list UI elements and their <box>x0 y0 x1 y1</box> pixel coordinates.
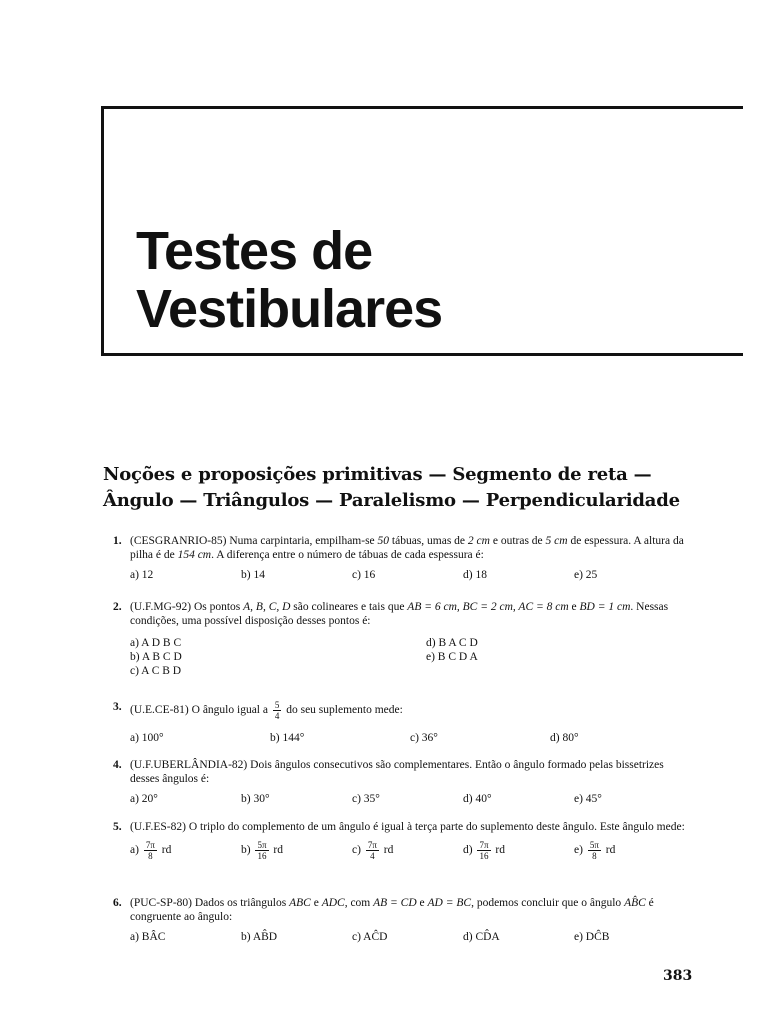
option-c: c) AĈD <box>352 931 388 943</box>
option-c: c) A C B D <box>130 665 182 677</box>
option-b: b) AB̂D <box>241 931 278 943</box>
option-letter: c) <box>352 844 361 857</box>
chapter-title-line1: Testes de <box>136 221 373 281</box>
question-2-stem <box>113 600 693 628</box>
question-source: (PUC-SP-80) <box>130 897 192 909</box>
options-left-column <box>130 636 182 678</box>
question-text: , podemos concluir que o ângulo <box>471 897 625 909</box>
option-c: c) 36° <box>410 732 438 744</box>
question-source: (U.F.ES-82) <box>130 821 186 833</box>
question-text: de espessura. A altura da pilha é de <box>130 535 684 561</box>
option-c: c) 16 <box>352 569 376 581</box>
question-value: AD = BC <box>427 897 472 909</box>
question-source: (U.E.CE-81) <box>130 704 189 717</box>
question-4-stem <box>113 758 693 786</box>
option-e: e) 25 <box>574 569 598 581</box>
option-b: b) 144° <box>270 732 305 744</box>
option-b: b) A B C D <box>130 651 182 663</box>
question-3-stem <box>113 700 693 721</box>
question-2 <box>113 600 693 680</box>
question-text: tábuas, umas de <box>389 535 468 547</box>
section-title-line2: Ângulo — Triângulos — Paralelismo — Perpendicularidade <box>103 490 680 511</box>
option-a: a) 12 <box>130 569 154 581</box>
question-text: e <box>568 601 580 613</box>
fraction <box>477 840 490 861</box>
option-d: d) 18 <box>463 569 487 581</box>
fraction <box>255 840 268 861</box>
option-c: c) 35° <box>352 793 380 805</box>
question-text: O triplo do complemento de um ângulo é igual à terça parte do suplemento deste ângulo. Este ângulo mede: <box>185 821 685 833</box>
option-e <box>574 840 615 861</box>
question-value: 2 cm <box>467 535 490 547</box>
answer-options <box>113 792 693 807</box>
answer-options <box>113 840 693 864</box>
option-b <box>241 840 283 861</box>
question-value: AB̂C <box>624 897 646 909</box>
fraction-denominator: 16 <box>257 851 267 861</box>
page-number: 383 <box>663 968 693 984</box>
fraction-numerator: 5 <box>274 700 280 710</box>
option-letter: d) <box>463 844 473 857</box>
question-number: 1. <box>113 535 122 547</box>
question-number: 3. <box>113 701 122 713</box>
question-value: 154 cm <box>177 549 212 561</box>
option-e: e) B C D A <box>426 651 478 663</box>
question-4 <box>113 758 693 807</box>
question-5-stem <box>113 820 693 834</box>
option-d: d) CD̂A <box>463 931 500 943</box>
question-text: Numa carpintaria, empilham-se <box>226 535 378 547</box>
answer-options <box>113 636 693 680</box>
answer-options <box>113 568 693 583</box>
option-letter: b) <box>241 844 251 857</box>
chapter-title <box>136 222 442 338</box>
question-text: do seu suplemento mede: <box>283 704 403 717</box>
question-text: e <box>416 897 428 909</box>
question-number: 4. <box>113 759 122 771</box>
fraction-numerator: 7π <box>367 840 377 850</box>
question-number: 6. <box>113 897 122 909</box>
question-3 <box>113 700 693 746</box>
question-text: O ângulo igual a <box>188 704 271 717</box>
question-1-stem <box>113 534 693 562</box>
fraction-numerator: 7π <box>479 840 489 850</box>
question-source: (U.F.UBERLÂNDIA-82) <box>130 759 248 771</box>
question-value: 5 cm <box>545 535 568 547</box>
fraction-denominator: 4 <box>274 711 280 721</box>
question-text: e <box>310 897 322 909</box>
fraction-denominator: 8 <box>148 851 153 861</box>
question-text: Dados os triângulos <box>191 897 290 909</box>
answer-options <box>113 731 693 746</box>
question-value: AB = CD <box>373 897 417 909</box>
option-e: e) 45° <box>574 793 602 805</box>
question-text: , com <box>344 897 374 909</box>
question-6-stem <box>113 896 693 924</box>
question-value: AB = 6 cm, BC = 2 cm, AC = 8 cm <box>407 601 569 613</box>
answer-options <box>113 930 693 945</box>
question-5 <box>113 820 693 864</box>
fraction <box>144 840 157 861</box>
option-unit: rd <box>383 844 394 857</box>
question-text: são colineares e tais que <box>290 601 408 613</box>
fraction-denominator: 4 <box>370 851 375 861</box>
option-unit: rd <box>161 844 172 857</box>
question-value: A, B, C, D <box>243 601 291 613</box>
fraction <box>273 700 282 721</box>
option-letter: e) <box>574 844 583 857</box>
question-number: 5. <box>113 821 122 833</box>
option-d: d) B A C D <box>426 637 478 649</box>
option-a: a) BÂC <box>130 931 166 943</box>
question-1 <box>113 534 693 583</box>
fraction <box>366 840 379 861</box>
option-e: e) DĈB <box>574 931 610 943</box>
question-value: ADC <box>321 897 345 909</box>
fraction-numerator: 5π <box>589 840 599 850</box>
question-source: (CESGRANRIO-85) <box>130 535 227 547</box>
question-6 <box>113 896 693 945</box>
option-c <box>352 840 393 861</box>
option-a <box>130 840 171 861</box>
section-title-line1: Noções e proposições primitivas — Segmento de reta — <box>103 464 652 485</box>
question-number: 2. <box>113 601 122 613</box>
question-text: é congruente ao ângulo: <box>130 897 654 923</box>
question-value: 50 <box>377 535 390 547</box>
section-title <box>103 462 680 514</box>
option-b: b) 30° <box>241 793 270 805</box>
fraction-denominator: 16 <box>479 851 489 861</box>
fraction-numerator: 7π <box>145 840 155 850</box>
question-text: Dois ângulos consecutivos são complementares. Então o ângulo formado pelas bissetrizes desses ângulos é: <box>130 759 664 785</box>
option-a: a) A D B C <box>130 637 182 649</box>
question-text: . Nessas condições, uma possível disposição desses pontos é: <box>130 601 669 627</box>
option-d <box>463 840 505 861</box>
option-unit: rd <box>605 844 616 857</box>
option-b: b) 14 <box>241 569 265 581</box>
fraction <box>588 840 601 861</box>
question-text: Os pontos <box>191 601 244 613</box>
question-text: e outras de <box>489 535 546 547</box>
option-a: a) 100° <box>130 732 164 744</box>
option-d: d) 80° <box>550 732 579 744</box>
options-right-column <box>426 636 478 664</box>
question-value: BD = 1 cm <box>579 601 631 613</box>
option-a: a) 20° <box>130 793 158 805</box>
option-d: d) 40° <box>463 793 492 805</box>
question-text: . A diferença entre o número de tábuas de cada espessura é: <box>211 549 484 561</box>
option-unit: rd <box>495 844 505 857</box>
question-source: (U.F.MG-92) <box>130 601 192 613</box>
option-letter: a) <box>130 844 139 857</box>
option-unit: rd <box>273 844 283 857</box>
fraction-denominator: 8 <box>592 851 597 861</box>
chapter-title-line2: Vestibulares <box>136 279 443 339</box>
fraction-numerator: 5π <box>257 840 267 850</box>
question-value: ABC <box>289 897 311 909</box>
